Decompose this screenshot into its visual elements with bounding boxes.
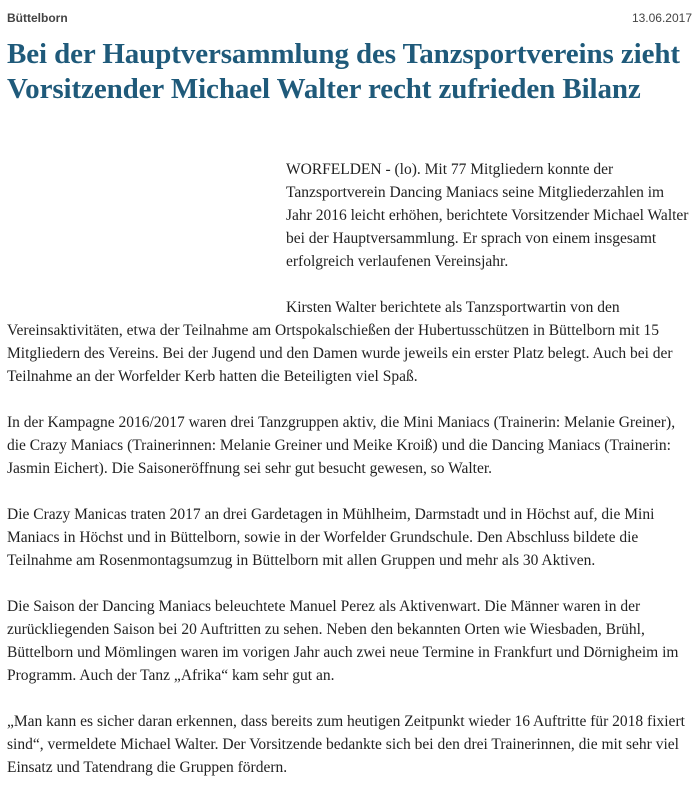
image-placeholder-space <box>7 158 286 318</box>
article-body <box>7 158 692 802</box>
article-meta-bar <box>7 10 692 28</box>
article-headline: Bei der Hauptversammlung des Tanzsportvereins zieht Vorsitzender Michael Walter recht zufrieden Bilanz <box>7 38 680 105</box>
article-paragraph-2: Kirsten Walter berichtete als Tanzsportwartin von den Vereinsaktivitäten, etwa der Teilnahme am Ortspokalschießen der Hubertusschützen in Büttelborn mit 15 Mitgliedern des Vereins. Bei der Jugend und den Damen wurde jeweils ein erster Platz belegt. Auch bei der Teilnahme an der Worfelder Kerb hatten die Beteiligten viel Spaß. <box>7 299 673 385</box>
article-paragraph-5: Die Saison der Dancing Maniacs beleuchtete Manuel Perez als Aktivenwart. Die Männer waren in der zurückliegenden Saison bei 20 Auftritten zu sehen. Neben den bekannten Orten wie Wiesbaden, Brühl, Büttelborn und Mömlingen waren im vorigen Jahr auch zwei neue Termine in Frankfurt und Dörnigheim im Programm. Auch der Tanz „Afrika“ kam sehr gut an. <box>7 598 679 684</box>
article-paragraph-3: In der Kampagne 2016/2017 waren drei Tanzgruppen aktiv, die Mini Maniacs (Trainerin: Melanie Greiner), die Crazy Maniacs (Trainerinnen: Melanie Greiner und Meike Kroiß) und die Dancing Maniacs (Trainerin: Jasmin Eichert). Die Saisoneröffnung sei sehr gut besucht gewesen, so Walter. <box>7 414 676 477</box>
article-date: 13.06.2017 <box>631 11 692 25</box>
article-paragraph-4: Die Crazy Manicas traten 2017 an drei Gardetagen in Mühlheim, Darmstadt und in Höchst auf, die Mini Maniacs in Höchst und in Büttelborn, sowie in der Worfelder Grundschule. Den Abschluss bildete die Teilnahme am Rosenmontagsumzug in Büttelborn mit allen Gruppen und mehr als 30 Aktiven. <box>7 506 655 569</box>
article-paragraph-1: WORFELDEN - (lo). Mit 77 Mitgliedern konnte der Tanzsportverein Dancing Maniacs seine Mitgliederzahlen im Jahr 2016 leicht erhöhen, berichtete Vorsitzender Michael Walter bei der Hauptversammlung. Er sprach von einem insgesamt erfolgreich verlaufenen Vereinsjahr. <box>286 161 689 270</box>
article-location: Büttelborn <box>7 11 68 25</box>
article-paragraph-6: „Man kann es sicher daran erkennen, dass bereits zum heutigen Zeitpunkt wieder 16 Auftritte für 2018 fixiert sind“, vermeldete Michael Walter. Der Vorsitzende bedankte sich bei den drei Trainerinnen, die mit sehr viel Einsatz und Tatendrang die Gruppen fördern. <box>7 713 685 776</box>
